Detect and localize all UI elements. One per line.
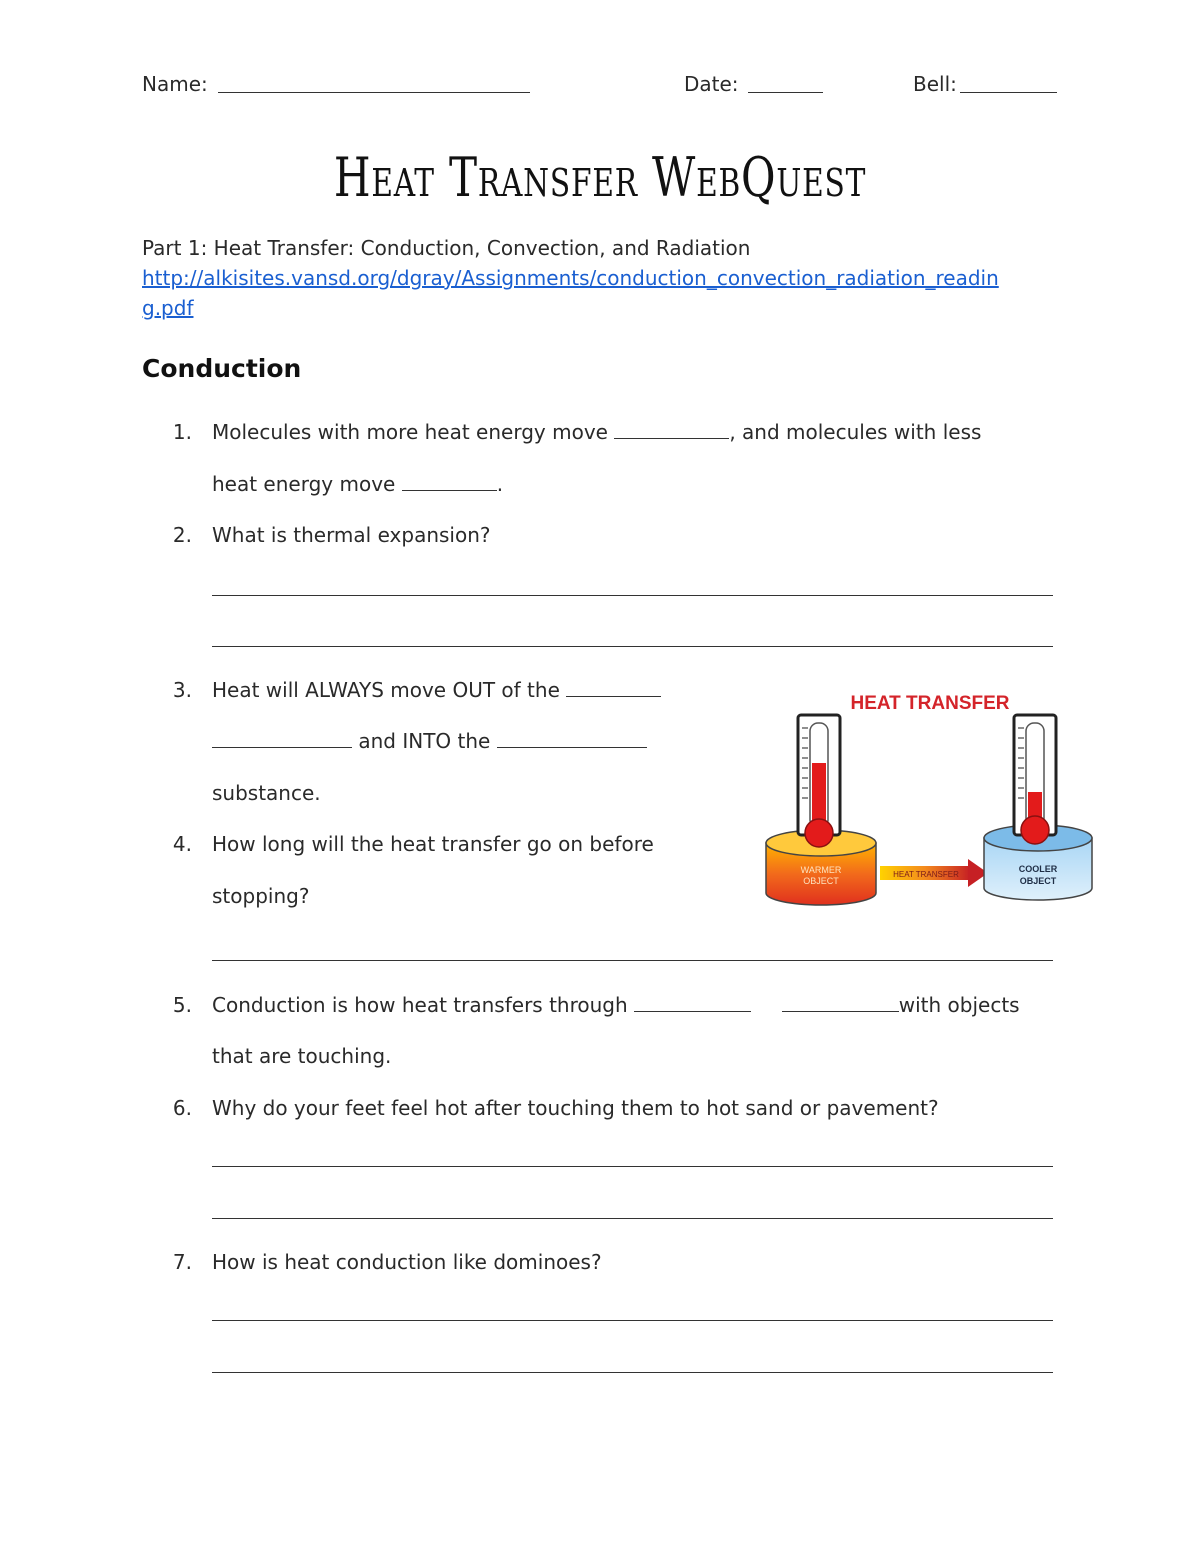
answer-line[interactable]	[212, 646, 1053, 647]
warm-thermometer-icon	[798, 715, 840, 847]
question-1-line1	[212, 420, 981, 444]
answer-line[interactable]	[212, 1320, 1053, 1321]
question-number: 4.	[172, 832, 192, 856]
figure-title: HEAT TRANSFER	[850, 693, 1010, 714]
question-number: 5.	[172, 993, 192, 1017]
reading-link-line1[interactable]: http://alkisites.vansd.org/dgray/Assignments/conduction_convection_radiation_readin	[142, 266, 999, 290]
cooler-label-2: OBJECT	[1019, 876, 1057, 886]
arrow-label: HEAT TRANSFER	[893, 870, 959, 879]
name-blank	[218, 92, 530, 93]
question-1-text-d: .	[496, 472, 504, 496]
answer-blank[interactable]	[212, 746, 352, 748]
date-blank	[748, 92, 823, 93]
question-5-text-b: with objects	[898, 993, 1020, 1017]
answer-blank[interactable]	[566, 695, 661, 697]
answer-blank[interactable]	[402, 489, 497, 491]
question-3-text-a: Heat will ALWAYS move OUT of the	[212, 678, 560, 702]
answer-line[interactable]	[212, 1372, 1053, 1373]
heat-transfer-arrow-icon	[880, 859, 988, 887]
question-3-line1	[212, 678, 661, 702]
reading-link-line2[interactable]: g.pdf	[142, 296, 194, 320]
question-4-text-b: stopping?	[212, 884, 310, 908]
name-label: Name:	[142, 72, 208, 96]
date-label: Date:	[684, 72, 739, 96]
question-1-text-a: Molecules with more heat energy move	[212, 420, 608, 444]
question-5-text-a: Conduction is how heat transfers through	[212, 993, 628, 1017]
question-1-text-c: heat energy move	[212, 472, 396, 496]
page-title: Heat Transfer WebQuest	[333, 146, 867, 209]
bell-label: Bell:	[913, 72, 957, 96]
cooler-label-1: COOLER	[1018, 864, 1058, 874]
answer-blank[interactable]	[497, 746, 647, 748]
question-3-line2	[212, 729, 647, 753]
question-number: 3.	[172, 678, 192, 702]
answer-line[interactable]	[212, 595, 1053, 596]
answer-line[interactable]	[212, 960, 1053, 961]
question-6-text: Why do your feet feel hot after touching them to hot sand or pavement?	[212, 1096, 939, 1120]
question-number: 7.	[172, 1250, 192, 1274]
question-number: 6.	[172, 1096, 192, 1120]
answer-line[interactable]	[212, 1218, 1053, 1219]
question-number: 1.	[172, 420, 192, 444]
answer-blank[interactable]	[614, 437, 729, 439]
bell-blank	[960, 92, 1057, 93]
question-5-line1	[212, 993, 1020, 1017]
question-number: 2.	[172, 523, 192, 547]
question-3-text-b: and INTO the	[358, 729, 491, 753]
question-4-text-a: How long will the heat transfer go on before	[212, 832, 654, 856]
part1-heading: Part 1: Heat Transfer: Conduction, Convection, and Radiation	[142, 236, 751, 260]
question-5-text-c: that are touching.	[212, 1044, 392, 1068]
question-7-text: How is heat conduction like dominoes?	[212, 1250, 602, 1274]
heat-transfer-figure	[760, 688, 1100, 913]
answer-line[interactable]	[212, 1166, 1053, 1167]
warmer-label-1: WARMER	[800, 865, 842, 875]
answer-blank[interactable]	[782, 1010, 899, 1012]
warmer-label-2: OBJECT	[803, 876, 839, 886]
question-3-text-c: substance.	[212, 781, 321, 805]
answer-blank[interactable]	[634, 1010, 751, 1012]
cool-thermometer-icon	[1014, 715, 1056, 844]
question-2-text: What is thermal expansion?	[212, 523, 491, 547]
section-title: Conduction	[142, 354, 302, 383]
question-1-text-b: , and molecules with less	[729, 420, 982, 444]
question-1-line2	[212, 472, 503, 496]
